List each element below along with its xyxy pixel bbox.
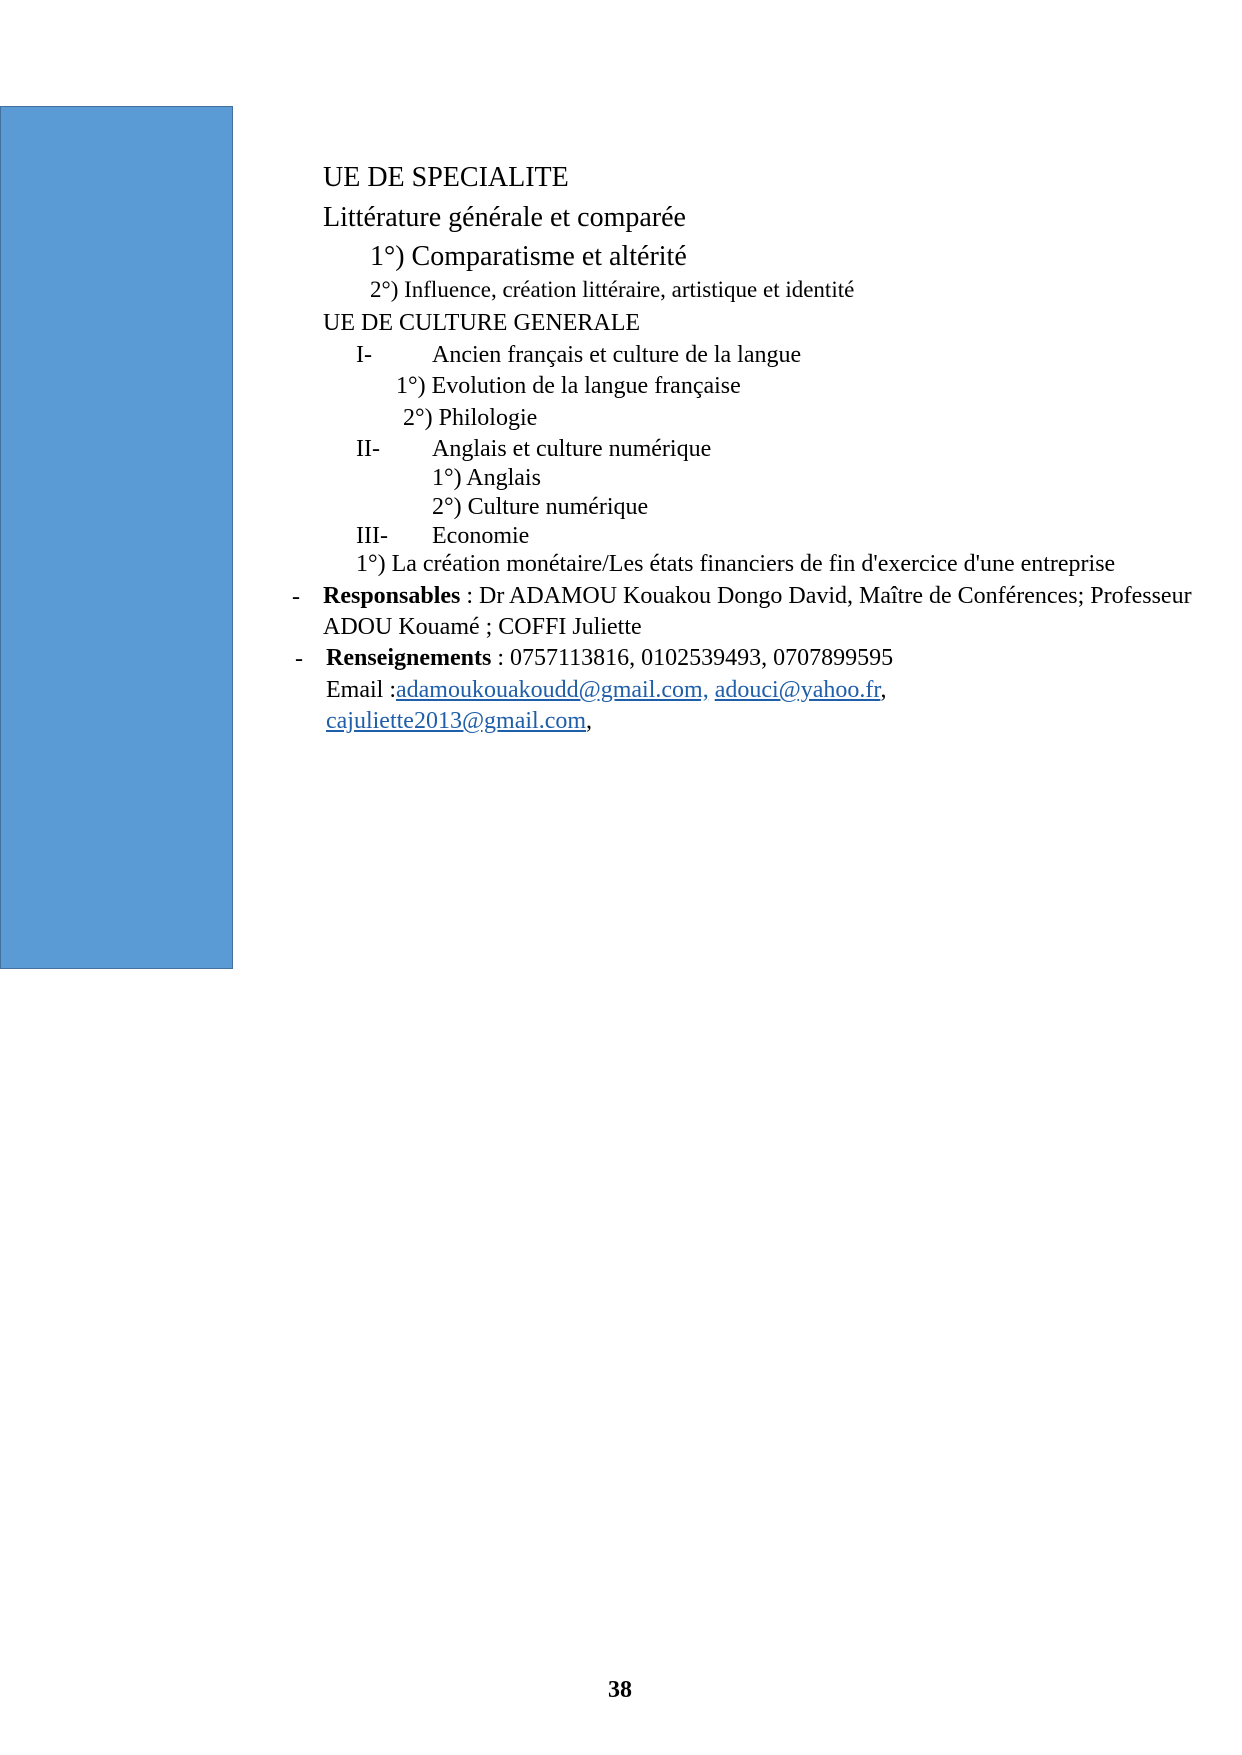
culture-generale-heading: UE DE CULTURE GENERALE [323, 310, 641, 336]
email-link[interactable]: adouci@yahoo.fr [714, 677, 881, 703]
email-trailing-comma: , [586, 708, 593, 734]
email-link[interactable]: cajuliette2013@gmail.com [326, 708, 587, 734]
section-item: 1°) Anglais [432, 465, 541, 491]
section-title: Ancien français et culture de la langue [432, 342, 802, 368]
section-item: 1°) La création monétaire/Les états financiers de fin d'exercice d'une entreprise [356, 551, 1116, 577]
responsables-line [323, 584, 1192, 608]
section-numeral: III- [356, 523, 388, 549]
specialite-subheading: Littérature générale et comparée [323, 202, 686, 233]
bullet-dash: - [292, 584, 300, 610]
specialite-heading: UE DE SPECIALITE [323, 162, 569, 193]
section-title: Anglais et culture numérique [432, 436, 712, 462]
page-number: 38 [608, 1677, 632, 1703]
blue-side-panel [0, 106, 233, 969]
email-separator: , [880, 677, 887, 703]
email-line [326, 678, 886, 702]
section-numeral: I- [356, 342, 372, 368]
email-prefix: Email : [326, 677, 396, 703]
responsables-label: Responsables [323, 583, 461, 609]
responsables-text-cont: ADOU Kouamé ; COFFI Juliette [323, 614, 642, 640]
bullet-dash: - [295, 646, 303, 672]
specialite-item: 2°) Influence, création littéraire, artistique et identité [370, 277, 855, 302]
section-title: Economie [432, 523, 530, 549]
section-item: 1°) Evolution de la langue française [396, 373, 741, 399]
email-link[interactable]: adamoukouakoudd@gmail.com, [395, 677, 709, 703]
responsables-text: : Dr ADAMOU Kouakou Dongo David, Maître de Conférences; Professeur [460, 583, 1192, 609]
renseignements-line [326, 646, 893, 670]
section-numeral: II- [356, 436, 380, 462]
specialite-item: 1°) Comparatisme et altérité [370, 241, 687, 272]
renseignements-label: Renseignements [326, 645, 492, 671]
section-item: 2°) Philologie [403, 405, 538, 431]
email-line [326, 709, 592, 733]
section-item: 2°) Culture numérique [432, 494, 649, 520]
renseignements-phones: : 0757113816, 0102539493, 0707899595 [491, 645, 894, 671]
